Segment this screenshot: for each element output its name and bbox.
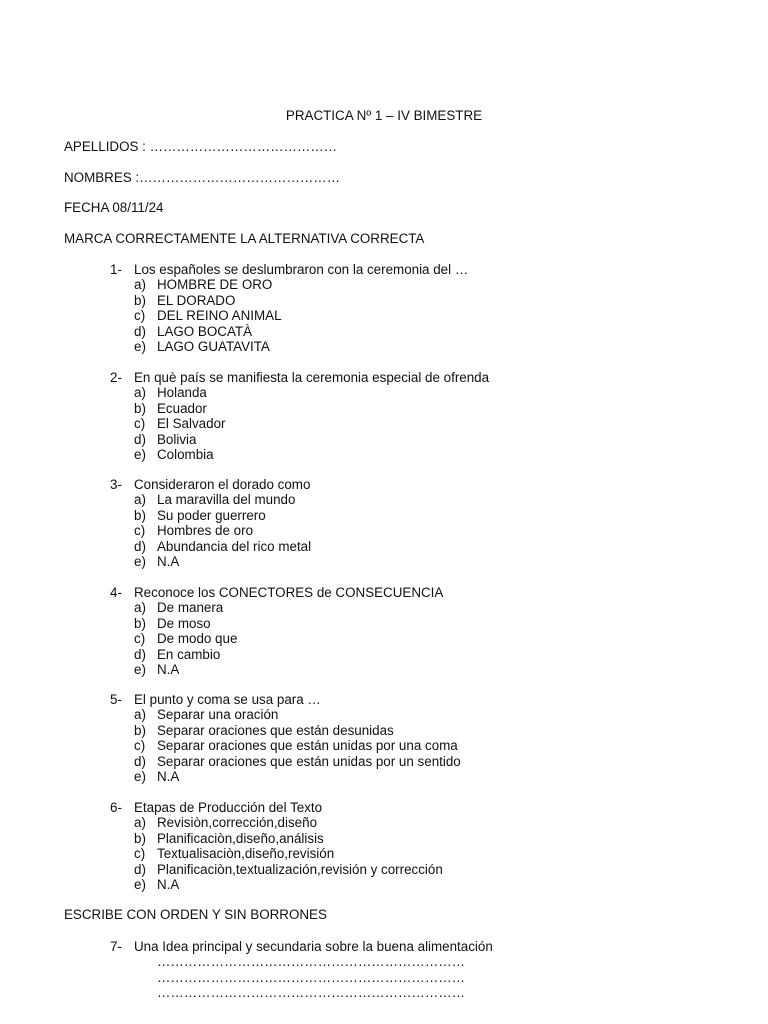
question-2 — [110, 370, 750, 462]
option-a — [110, 492, 750, 507]
option-text: La maravilla del mundo — [157, 492, 296, 508]
option-text: Holanda — [157, 385, 207, 401]
option-b — [110, 401, 750, 416]
question-text: El punto y coma se usa para … — [134, 692, 321, 707]
option-letter: c) — [134, 738, 146, 754]
answer-line-2: …………………………………………………………… — [157, 969, 465, 985]
question-7 — [110, 939, 750, 1001]
section-heading-multiple-choice: MARCA CORRECTAMENTE LA ALTERNATIVA CORRECTA — [64, 231, 425, 246]
option-d — [110, 862, 750, 877]
option-a — [110, 385, 750, 400]
question-header — [110, 800, 750, 815]
option-letter: c) — [134, 631, 146, 647]
option-text: Hombres de oro — [157, 523, 254, 539]
option-text: LAGO BOCATÀ — [157, 323, 252, 339]
option-b — [110, 293, 750, 308]
option-e — [110, 769, 750, 784]
option-text: Separar oraciones que están desunidas — [157, 722, 394, 738]
option-text: HOMBRE DE ORO — [157, 277, 273, 293]
option-letter: a) — [134, 707, 146, 723]
option-text: N.A — [157, 876, 180, 892]
answer-line-3: …………………………………………………………… — [157, 985, 465, 1001]
option-letter: b) — [134, 615, 146, 631]
option-text: En cambio — [157, 646, 221, 662]
option-letter: d) — [134, 861, 146, 877]
option-letter: a) — [134, 277, 146, 293]
option-letter: c) — [134, 308, 146, 324]
question-number: 7- — [110, 939, 122, 954]
option-letter: b) — [134, 507, 146, 523]
option-d — [110, 432, 750, 447]
option-e — [110, 877, 750, 892]
question-text: Una Idea principal y secundaria sobre la buena alimentación — [134, 939, 493, 954]
option-a — [110, 707, 750, 722]
option-text: LAGO GUATAVITA — [157, 338, 270, 354]
question-header — [110, 692, 750, 707]
option-letter: c) — [134, 416, 146, 432]
option-text: Bolivia — [157, 431, 197, 447]
option-text: Separar oraciones que están unidas por un sentido — [157, 753, 461, 769]
option-text: De modo que — [157, 631, 238, 647]
fecha-field: FECHA 08/11/24 — [64, 200, 164, 215]
option-e — [110, 662, 750, 677]
option-text: N.A — [157, 553, 180, 569]
option-letter: d) — [134, 753, 146, 769]
question-number: 4- — [110, 585, 122, 600]
option-text: EL DORADO — [157, 292, 236, 308]
option-letter: e) — [134, 553, 146, 569]
option-b — [110, 831, 750, 846]
option-text: Separar una oración — [157, 707, 279, 723]
option-letter: d) — [134, 538, 146, 554]
option-c — [110, 846, 750, 861]
option-b — [110, 508, 750, 523]
question-header — [110, 939, 750, 954]
option-letter: b) — [134, 722, 146, 738]
question-number: 5- — [110, 692, 122, 707]
option-letter: c) — [134, 523, 146, 539]
question-3 — [110, 477, 750, 569]
question-text: Los españoles se deslumbraron con la ceremonia del … — [134, 262, 469, 277]
option-e — [110, 339, 750, 354]
question-text: Reconoce los CONECTORES de CONSECUENCIA — [134, 585, 444, 600]
option-text: Abundancia del rico metal — [157, 538, 312, 554]
option-letter: e) — [134, 661, 146, 677]
option-e — [110, 554, 750, 569]
option-text: Colombia — [157, 446, 214, 462]
option-letter: e) — [134, 876, 146, 892]
option-text: De manera — [157, 600, 224, 616]
option-letter: c) — [134, 846, 146, 862]
option-e — [110, 447, 750, 462]
question-text: Etapas de Producción del Texto — [134, 800, 323, 815]
option-c — [110, 523, 750, 538]
option-letter: b) — [134, 292, 146, 308]
option-text: Planificaciòn,diseño,análisis — [157, 830, 324, 846]
option-b — [110, 723, 750, 738]
option-text: El Salvador — [157, 416, 226, 432]
question-1 — [110, 262, 750, 354]
option-letter: d) — [134, 431, 146, 447]
section-heading-writing: ESCRIBE CON ORDEN Y SIN BORRONES — [64, 907, 327, 922]
question-text: Consideraron el dorado como — [134, 477, 311, 492]
question-text: En què país se manifiesta la ceremonia especial de ofrenda — [134, 370, 490, 385]
option-text: Ecuador — [157, 400, 207, 416]
option-letter: e) — [134, 338, 146, 354]
option-letter: e) — [134, 446, 146, 462]
question-header — [110, 585, 750, 600]
option-text: N.A — [157, 661, 180, 677]
option-letter: e) — [134, 768, 146, 784]
option-d — [110, 324, 750, 339]
option-b — [110, 616, 750, 631]
option-c — [110, 308, 750, 323]
answer-line-1: …………………………………………………………… — [157, 954, 465, 970]
question-6 — [110, 800, 750, 892]
option-text: De moso — [157, 615, 211, 631]
page-title: PRACTICA Nº 1 – IV BIMESTRE — [285, 108, 483, 123]
option-d — [110, 754, 750, 769]
option-c — [110, 631, 750, 646]
question-number: 1- — [110, 262, 122, 277]
option-text: DEL REINO ANIMAL — [157, 308, 282, 324]
option-text: Textualisaciòn,diseño,revisión — [157, 846, 335, 862]
option-text: Su poder guerrero — [157, 507, 266, 523]
question-4 — [110, 585, 750, 677]
option-text: Planificaciòn,textualización,revisión y corrección — [157, 861, 443, 877]
option-a — [110, 277, 750, 292]
option-c — [110, 416, 750, 431]
option-d — [110, 539, 750, 554]
question-number: 3- — [110, 477, 122, 492]
option-letter: a) — [134, 600, 146, 616]
option-a — [110, 600, 750, 615]
option-text: Revisiòn,corrección,diseño — [157, 815, 318, 831]
question-number: 6- — [110, 800, 122, 815]
option-d — [110, 647, 750, 662]
option-letter: a) — [134, 492, 146, 508]
option-letter: d) — [134, 323, 146, 339]
question-header — [110, 477, 750, 492]
option-text: N.A — [157, 768, 180, 784]
option-text: Separar oraciones que están unidas por una coma — [157, 738, 458, 754]
question-5 — [110, 692, 750, 784]
option-c — [110, 738, 750, 753]
option-letter: b) — [134, 830, 146, 846]
option-letter: b) — [134, 400, 146, 416]
option-letter: d) — [134, 646, 146, 662]
option-letter: a) — [134, 385, 146, 401]
nombres-field: NOMBRES :……………………………………… — [64, 170, 341, 185]
question-header — [110, 370, 750, 385]
apellidos-field: APELLIDOS : …………………………………… — [64, 139, 338, 154]
option-letter: a) — [134, 815, 146, 831]
question-header — [110, 262, 750, 277]
option-a — [110, 815, 750, 830]
question-number: 2- — [110, 370, 122, 385]
